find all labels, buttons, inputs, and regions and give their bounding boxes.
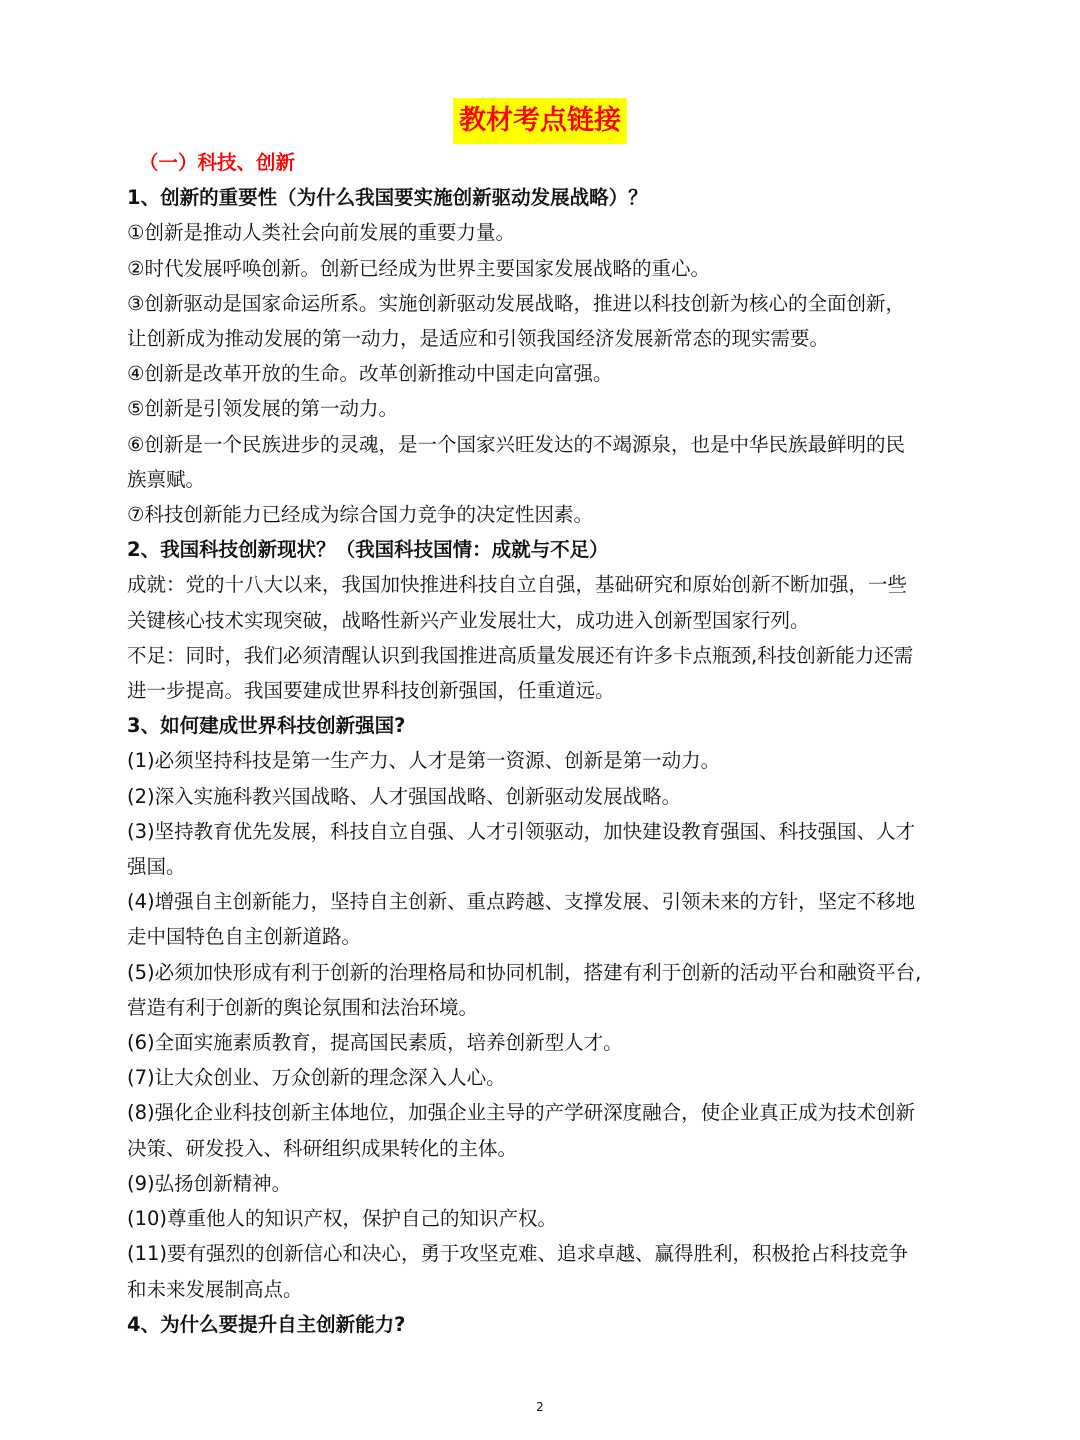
paragraph-line: 走中国特色自主创新道路。: [127, 925, 362, 949]
paragraph-line: ①创新是推动人类社会向前发展的重要力量。: [127, 221, 515, 245]
title-container: [0, 98, 1080, 144]
paragraph-line: ⑥创新是一个民族进步的灵魂，是一个国家兴旺发达的不竭源泉，也是中华民族最鲜明的民: [127, 432, 905, 456]
question-heading: 1、创新的重要性（为什么我国要实施创新驱动发展战略）？: [127, 186, 648, 210]
question-heading: 4、为什么要提升自主创新能力?: [127, 1312, 406, 1336]
section-heading: （一）科技、创新: [139, 151, 296, 174]
paragraph-line: ⑤创新是引领发展的第一动力。: [127, 397, 398, 421]
paragraph-line: (3)坚持教育优先发展，科技自立自强、人才引领驱动，加快建设教育强国、科技强国、人才: [127, 819, 916, 843]
paragraph-line: 和未来发展制高点。: [127, 1277, 303, 1301]
paragraph-line: (6)全面实施素质教育，提高国民素质，培养创新型人才。: [127, 1031, 623, 1055]
question-heading: 3、如何建成世界科技创新强国?: [127, 714, 406, 738]
paragraph-line: (4)增强自主创新能力，坚持自主创新、重点跨越、支撑发展、引领未来的方针，坚定不移地: [127, 890, 916, 914]
paragraph-line: 族禀赋。: [127, 467, 206, 491]
paragraph-line: 不足：同时，我们必须清醒认识到我国推进高质量发展还有许多卡点瓶颈,科技创新能力还需: [127, 643, 914, 667]
paragraph-line: (9)弘扬创新精神。: [127, 1171, 292, 1195]
paragraph-line: ④创新是改革开放的生命。改革创新推动中国走向富强。: [127, 362, 613, 386]
paragraph-line: (7)让大众创业、万众创新的理念深入人心。: [127, 1066, 506, 1090]
paragraph-line: (1)必须坚持科技是第一生产力、人才是第一资源、创新是第一动力。: [127, 749, 721, 773]
paragraph-line: 让创新成为推动发展的第一动力，是适应和引领我国经济发展新常态的现实需要。: [127, 327, 830, 351]
paragraph-line: 关键核心技术实现突破，战略性新兴产业发展壮大，成功进入创新型国家行列。: [127, 608, 810, 632]
paragraph-line: (2)深入实施科教兴国战略、人才强国战略、创新驱动发展战略。: [127, 784, 682, 808]
paragraph-line: (8)强化企业科技创新主体地位，加强企业主导的产学研深度融合，使企业真正成为技术创新: [127, 1101, 916, 1125]
paragraph-line: (11)要有强烈的创新信心和决心，勇于攻坚克难、追求卓越、赢得胜利，积极抢占科技竞争: [127, 1242, 909, 1266]
question-heading: 2、我国科技创新现状？（我国科技国情：成就与不足）: [127, 538, 609, 562]
paragraph-line: ③创新驱动是国家命运所系。实施创新驱动发展战略，推进以科技创新为核心的全面创新，: [127, 291, 905, 315]
document-body: [127, 145, 967, 1342]
paragraph-line: 决策、研发投入、科研组织成果转化的主体。: [127, 1136, 518, 1160]
page-number: 2: [536, 1400, 544, 1414]
paragraph-line: ⑦科技创新能力已经成为综合国力竞争的决定性因素。: [127, 503, 593, 527]
paragraph-line: 营造有利于创新的舆论氛围和法治环境。: [127, 995, 479, 1019]
paragraph-line: ②时代发展呼唤创新。创新已经成为世界主要国家发展战略的重心。: [127, 256, 710, 280]
paragraph-line: 强国。: [127, 855, 186, 879]
paragraph-line: 成就：党的十八大以来，我国加快推进科技自立自强，基础研究和原始创新不断加强，一些: [127, 573, 908, 597]
paragraph-line: (5)必须加快形成有利于创新的治理格局和协同机制，搭建有利于创新的活动平台和融资平台,: [127, 960, 922, 984]
paragraph-line: (10)尊重他人的知识产权，保护自己的知识产权。: [127, 1207, 558, 1231]
page-title: 教材考点链接: [453, 98, 627, 144]
paragraph-line: 进一步提高。我国要建成世界科技创新强国，任重道远。: [127, 679, 615, 703]
